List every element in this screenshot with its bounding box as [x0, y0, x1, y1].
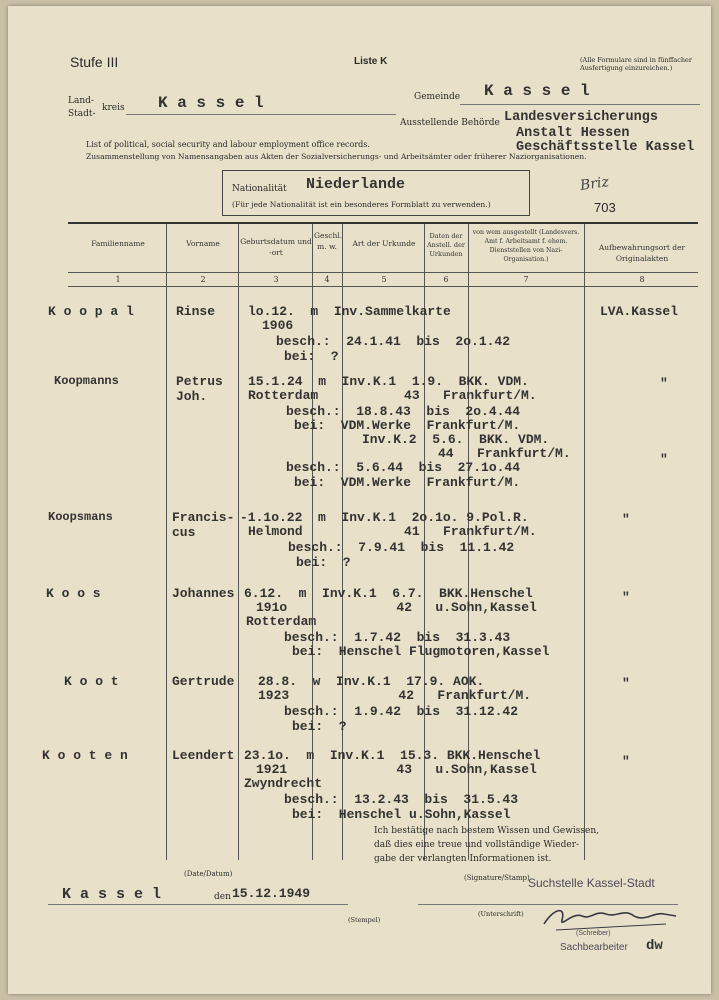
record-2-line-8: bei: VDM.Werke Frankfurt/M. — [294, 475, 521, 490]
col-header-geschlecht: Geschl. m. w. — [314, 231, 343, 251]
record-2-line-7: besch.: 5.6.44 bis 27.1o.44 — [286, 460, 521, 475]
col-num-2: 2 — [200, 275, 206, 284]
record-3-line-3: besch.: 7.9.41 bis 11.1.42 — [288, 540, 515, 555]
record-3-archive: " — [622, 512, 630, 527]
record-1-surname: K o o p a l — [48, 304, 134, 319]
record-3-surname: Koopsmans — [48, 510, 113, 524]
kreis-value: K a s s e l — [158, 94, 264, 112]
record-1-archive: LVA.Kassel — [600, 304, 679, 319]
record-3-line-4: bei: ? — [296, 555, 351, 570]
certify-line-2: daß dies eine treue und vollständige Wieder- — [374, 840, 580, 850]
col-num-8: 8 — [639, 275, 645, 284]
table-number-rule — [68, 286, 698, 287]
unterschrift-label: (Unterschrift) — [478, 910, 524, 918]
liste-label: Liste K — [354, 56, 388, 67]
record-4-line-2: 191o 42 u.Sohn,Kassel — [256, 600, 537, 615]
certify-line-1: Ich bestätige nach bestem Wissen und Gewissen, — [374, 826, 600, 836]
date-underline — [48, 904, 348, 905]
record-3-firstname: Francis- cus — [172, 510, 235, 540]
col-num-4: 4 — [324, 275, 330, 284]
record-5-firstname: Gertrude — [172, 674, 235, 689]
record-5-line-4: bei: ? — [292, 719, 347, 734]
record-6-line-1: 23.1o. m Inv.K.1 15.3. BKK.Henschel — [244, 748, 541, 763]
col-header-daten: Daten der Anstell. der Urkunden — [426, 232, 466, 258]
record-3-line-2: Helmond 41 Frankfurt/M. — [248, 524, 537, 539]
record-1-line-2: 1906 — [262, 318, 294, 333]
record-4-line-3: Rotterdam — [246, 614, 317, 629]
record-6-surname: K o o t e n — [42, 748, 128, 763]
col-rule-2 — [238, 224, 239, 860]
stufe-label: Stufe III — [70, 54, 119, 70]
record-5-surname: K o o t — [64, 674, 119, 689]
date-value: 15.12.1949 — [232, 886, 311, 901]
nationality-value: Niederlande — [306, 176, 406, 193]
behoerde-line-2: Anstalt Hessen — [516, 126, 630, 141]
signature-label: (Signature/Stamp) — [464, 874, 530, 882]
handwritten-signature — [536, 898, 686, 936]
schreiber-label: (Schreiber) — [576, 930, 611, 937]
col-header-vorname: Vorname — [186, 239, 220, 248]
table-top-rule — [68, 222, 698, 224]
record-5-line-2: 1923 42 Frankfurt/M. — [258, 688, 532, 703]
record-2-firstname: Petrus Joh. — [176, 374, 223, 404]
record-4-line-4: besch.: 1.7.42 bis 31.3.43 — [284, 630, 511, 645]
record-6-line-4: besch.: 13.2.43 bis 31.5.43 — [284, 792, 519, 807]
col-num-7: 7 — [523, 275, 529, 284]
col-header-art: Art der Urkunde — [352, 239, 416, 248]
kreis-underline — [126, 114, 396, 115]
certify-line-3: gabe der verlangten Informationen ist. — [374, 854, 552, 864]
record-6-firstname: Leendert — [172, 748, 235, 763]
place-value: K a s s e l — [62, 886, 162, 903]
col-header-aussteller: von wem ausgestellt (Landesvers. Amt f. Arbeitsamt f. ehem. Dienststellen von Nazi-Organisation.) — [472, 229, 580, 263]
record-1-firstname: Rinse — [176, 304, 216, 319]
record-6-line-2: 1921 43 u.Sohn,Kassel — [256, 762, 537, 777]
nationality-note: (Für jede Nationalität ist ein besonderes Formblatt zu verwenden.) — [232, 200, 491, 209]
stempel-label: (Stempel) — [348, 916, 381, 924]
behoerde-label: Ausstellende Behörde — [400, 118, 500, 128]
kreis-label: kreis — [102, 103, 125, 113]
record-5-line-1: 28.8. w Inv.K.1 17.9. AOK. — [258, 674, 485, 689]
record-6-archive: " — [622, 754, 630, 769]
record-2-line-2: Rotterdam 43 Frankfurt/M. — [248, 388, 537, 403]
record-1-line-3: besch.: 24.1.41 bis 2o.1.42 — [276, 334, 511, 349]
stadt-label: Stadt- — [68, 109, 96, 119]
handwritten-mark: Briz — [579, 174, 610, 194]
record-6-line-5: bei: Henschel u.Sohn,Kassel — [292, 807, 511, 822]
col-header-aufbewahrung: Aufbewahrungsort der Originalakten — [598, 243, 686, 263]
record-1-line-1: lo.12. m Inv.Sammelkarte — [248, 304, 451, 319]
record-2-line-6: 44 Frankfurt/M. — [438, 446, 571, 461]
behoerde-line-3: Geschäftsstelle Kassel — [516, 140, 695, 155]
record-6-line-3: Zwyndrecht — [244, 776, 323, 791]
document-page — [8, 6, 711, 994]
nationality-label: Nationalität — [232, 184, 287, 194]
col-num-3: 3 — [273, 275, 279, 284]
den-label: den — [214, 892, 231, 902]
record-2-line-4: bei: VDM.Werke Frankfurt/M. — [294, 418, 521, 433]
record-4-line-1: 6.12. m Inv.K.1 6.7. BKK.Henschel — [244, 586, 533, 601]
english-description: List of political, social security and labour employment office records. — [86, 140, 370, 149]
sachbearbeiter-label: Sachbearbeiter — [560, 942, 628, 953]
land-label: Land- — [68, 96, 94, 106]
german-description: Zusammenstellung von Namensangaben aus Akten der Sozialversicherungs- und Arbeitsämter oder früherer Naziorganisationen. — [86, 152, 587, 161]
record-5-archive: " — [622, 676, 630, 691]
col-num-5: 5 — [381, 275, 387, 284]
col-header-geburtsdatum: Geburtsdatum und -ort — [240, 237, 312, 257]
col-num-6: 6 — [443, 275, 449, 284]
date-label: (Date/Datum) — [184, 870, 233, 878]
office-stamp: Suchstelle Kassel-Stadt — [528, 876, 655, 890]
gemeinde-underline — [460, 104, 700, 105]
record-1-line-4: bei: ? — [284, 349, 339, 364]
table-header-rule — [68, 272, 698, 273]
col-rule-7 — [584, 224, 585, 860]
page-number: 703 — [594, 200, 616, 215]
record-4-firstname: Johannes — [172, 586, 235, 601]
record-2-archive: " — [660, 376, 668, 391]
record-2-surname: Koopmanns — [54, 374, 119, 388]
col-header-familienname: Familienname — [91, 239, 145, 248]
record-2-line-5: Inv.K.2 5.6. BKK. VDM. — [362, 432, 550, 447]
gemeinde-label: Gemeinde — [414, 92, 461, 102]
record-3-line-1: -1.1o.22 m Inv.K.1 2o.1o. 9.Pol.R. — [240, 510, 529, 525]
record-4-line-5: bei: Henschel Flugmotoren,Kassel — [292, 644, 550, 659]
record-2-line-3: besch.: 18.8.43 bis 2o.4.44 — [286, 404, 521, 419]
col-num-1: 1 — [115, 275, 121, 284]
initials-dw: dw — [646, 938, 663, 954]
copies-note: (Alle Formulare sind in fünffacher Ausfertigung einzureichen.) — [580, 56, 693, 72]
record-4-archive: " — [622, 590, 630, 605]
record-5-line-3: besch.: 1.9.42 bis 31.12.42 — [284, 704, 519, 719]
gemeinde-value: K a s s e l — [484, 82, 590, 100]
col-rule-1 — [166, 224, 167, 860]
record-2-line-1: 15.1.24 m Inv.K.1 1.9. BKK. VDM. — [248, 374, 529, 389]
record-4-surname: K o o s — [46, 586, 101, 601]
behoerde-line-1: Landesversicherungs — [504, 110, 658, 125]
record-2-archive-2: " — [660, 452, 668, 467]
